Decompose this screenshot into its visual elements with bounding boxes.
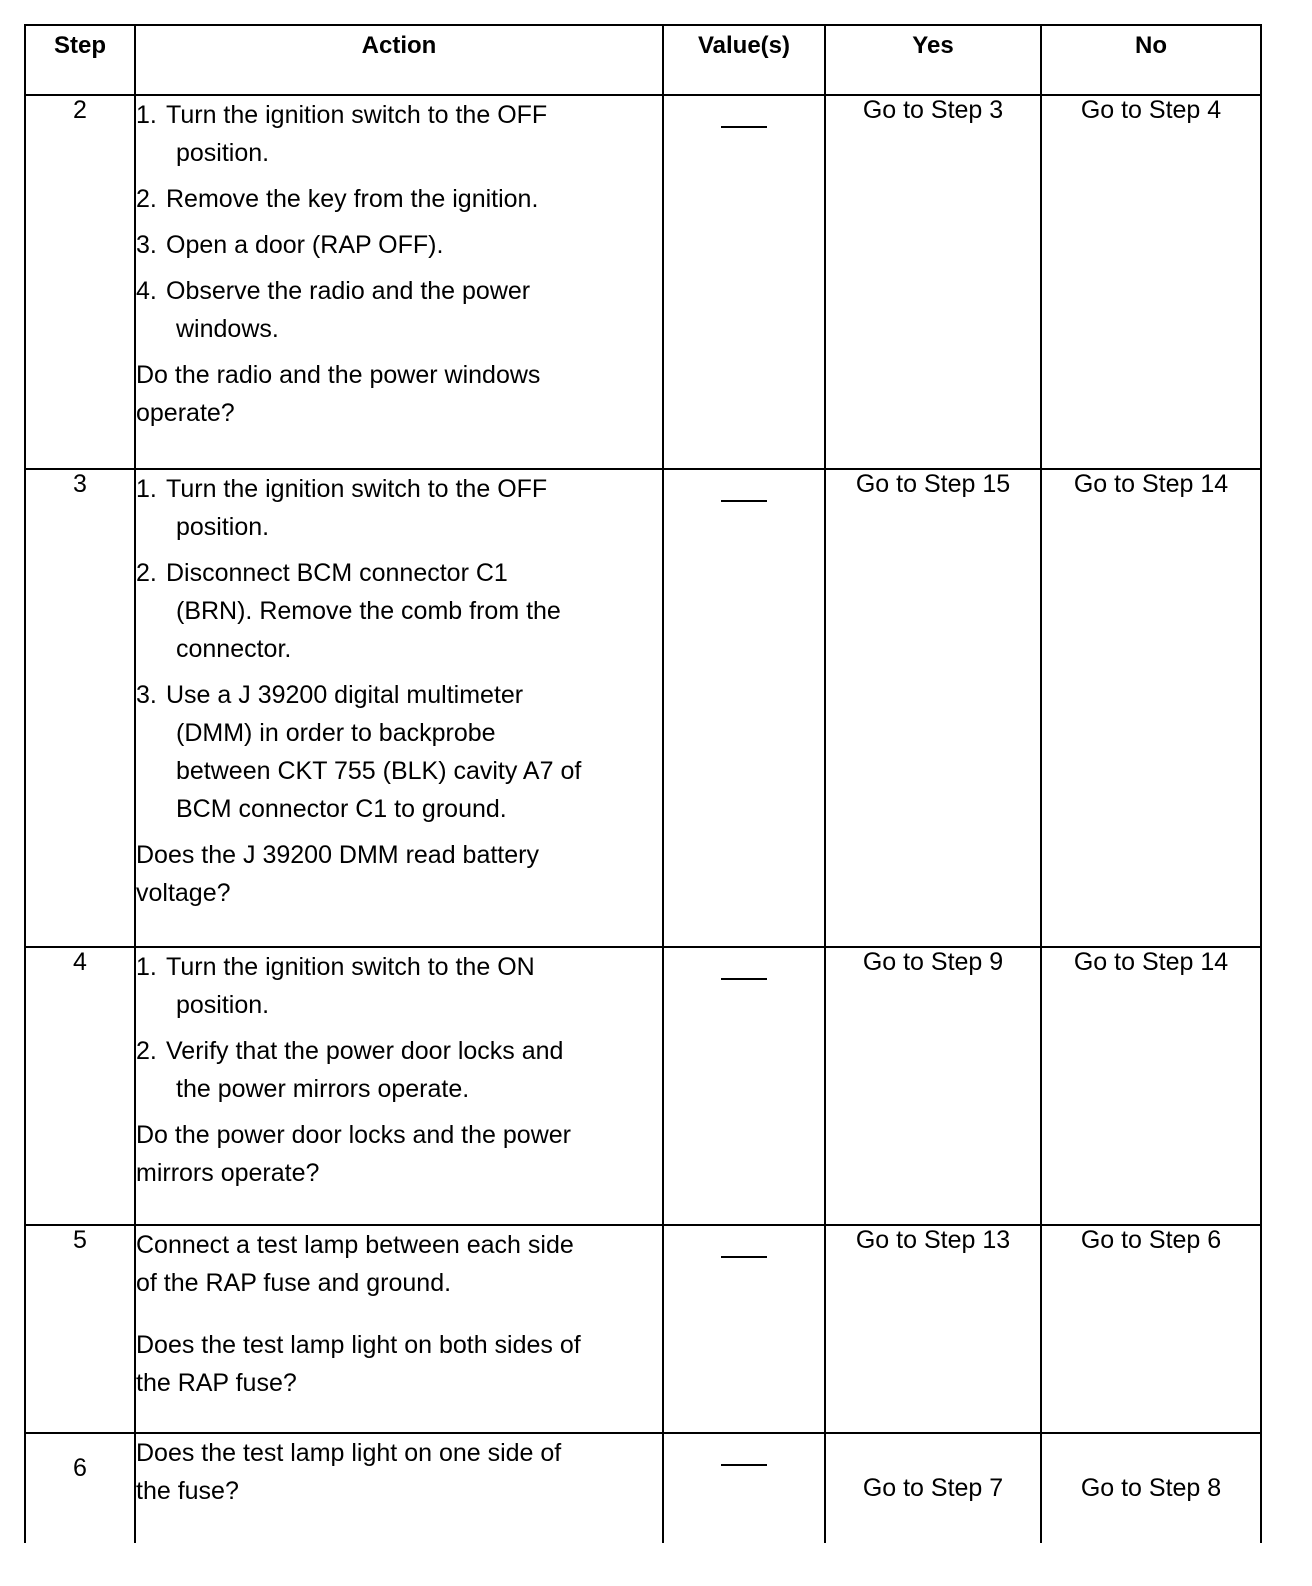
yes-cell: Go to Step 15 bbox=[825, 469, 1041, 947]
dash-mark bbox=[721, 126, 767, 128]
no-cell: Go to Step 6 bbox=[1041, 1225, 1261, 1433]
header-values: Value(s) bbox=[663, 25, 825, 95]
table-row bbox=[25, 1433, 1261, 1543]
no-cell: Go to Step 14 bbox=[1041, 947, 1261, 1225]
table-row bbox=[25, 95, 1261, 469]
step-number: 2 bbox=[25, 95, 135, 469]
action-item: 1. Turn the ignition switch to the OFF position. bbox=[136, 475, 548, 541]
yes-cell: Go to Step 3 bbox=[825, 95, 1041, 469]
no-cell: Go to Step 4 bbox=[1041, 95, 1261, 469]
yes-cell: Go to Step 9 bbox=[825, 947, 1041, 1225]
action-cell bbox=[135, 947, 663, 1225]
action-item: 3. Open a door (RAP OFF). bbox=[136, 231, 444, 259]
header-row bbox=[25, 25, 1261, 95]
action-question: Does the test lamp light on one side of the fuse? bbox=[136, 1439, 562, 1505]
action-item: 2. Verify that the power door locks and the power mirrors operate. bbox=[136, 1037, 564, 1103]
yes-cell: Go to Step 7 bbox=[825, 1433, 1041, 1543]
value-cell bbox=[663, 1433, 825, 1543]
no-cell: Go to Step 14 bbox=[1041, 469, 1261, 947]
header-action: Action bbox=[135, 25, 663, 95]
header-yes: Yes bbox=[825, 25, 1041, 95]
no-cell: Go to Step 8 bbox=[1041, 1433, 1261, 1543]
step-number: 6 bbox=[25, 1433, 135, 1543]
action-question: Do the radio and the power windows operate? bbox=[136, 361, 541, 427]
step-number: 3 bbox=[25, 469, 135, 947]
action-item: 2. Disconnect BCM connector C1 (BRN). Remove the comb from the connector. bbox=[136, 559, 561, 663]
value-cell bbox=[663, 1225, 825, 1433]
action-item: 1. Turn the ignition switch to the OFF position. bbox=[136, 101, 548, 167]
action-cell bbox=[135, 1225, 663, 1433]
value-cell bbox=[663, 95, 825, 469]
action-cell bbox=[135, 469, 663, 947]
value-cell bbox=[663, 469, 825, 947]
table-row bbox=[25, 1225, 1261, 1433]
dash-mark bbox=[721, 978, 767, 980]
action-instruction: Connect a test lamp between each side of the RAP fuse and ground. bbox=[136, 1231, 574, 1297]
header-no: No bbox=[1041, 25, 1261, 95]
action-item: 1. Turn the ignition switch to the ON position. bbox=[136, 953, 535, 1019]
action-item: 3. Use a J 39200 digital multimeter (DMM) in order to backprobe between CKT 755 (BLK) cavity A7 of BCM connector C1 to ground. bbox=[136, 681, 582, 823]
dash-mark bbox=[721, 1464, 767, 1466]
yes-cell: Go to Step 13 bbox=[825, 1225, 1041, 1433]
diagnostic-table bbox=[24, 24, 1262, 1543]
action-cell bbox=[135, 95, 663, 469]
action-question: Do the power door locks and the power mirrors operate? bbox=[136, 1121, 571, 1187]
dash-mark bbox=[721, 500, 767, 502]
action-item: 4. Observe the radio and the power windows. bbox=[136, 277, 531, 343]
step-number: 5 bbox=[25, 1225, 135, 1433]
header-step: Step bbox=[25, 25, 135, 95]
step-number: 4 bbox=[25, 947, 135, 1225]
table-row bbox=[25, 469, 1261, 947]
dash-mark bbox=[721, 1256, 767, 1258]
action-item: 2. Remove the key from the ignition. bbox=[136, 185, 539, 213]
action-question: Does the J 39200 DMM read battery voltage? bbox=[136, 841, 539, 907]
value-cell bbox=[663, 947, 825, 1225]
table-row bbox=[25, 947, 1261, 1225]
action-question: Does the test lamp light on both sides of the RAP fuse? bbox=[136, 1331, 581, 1397]
action-cell bbox=[135, 1433, 663, 1543]
